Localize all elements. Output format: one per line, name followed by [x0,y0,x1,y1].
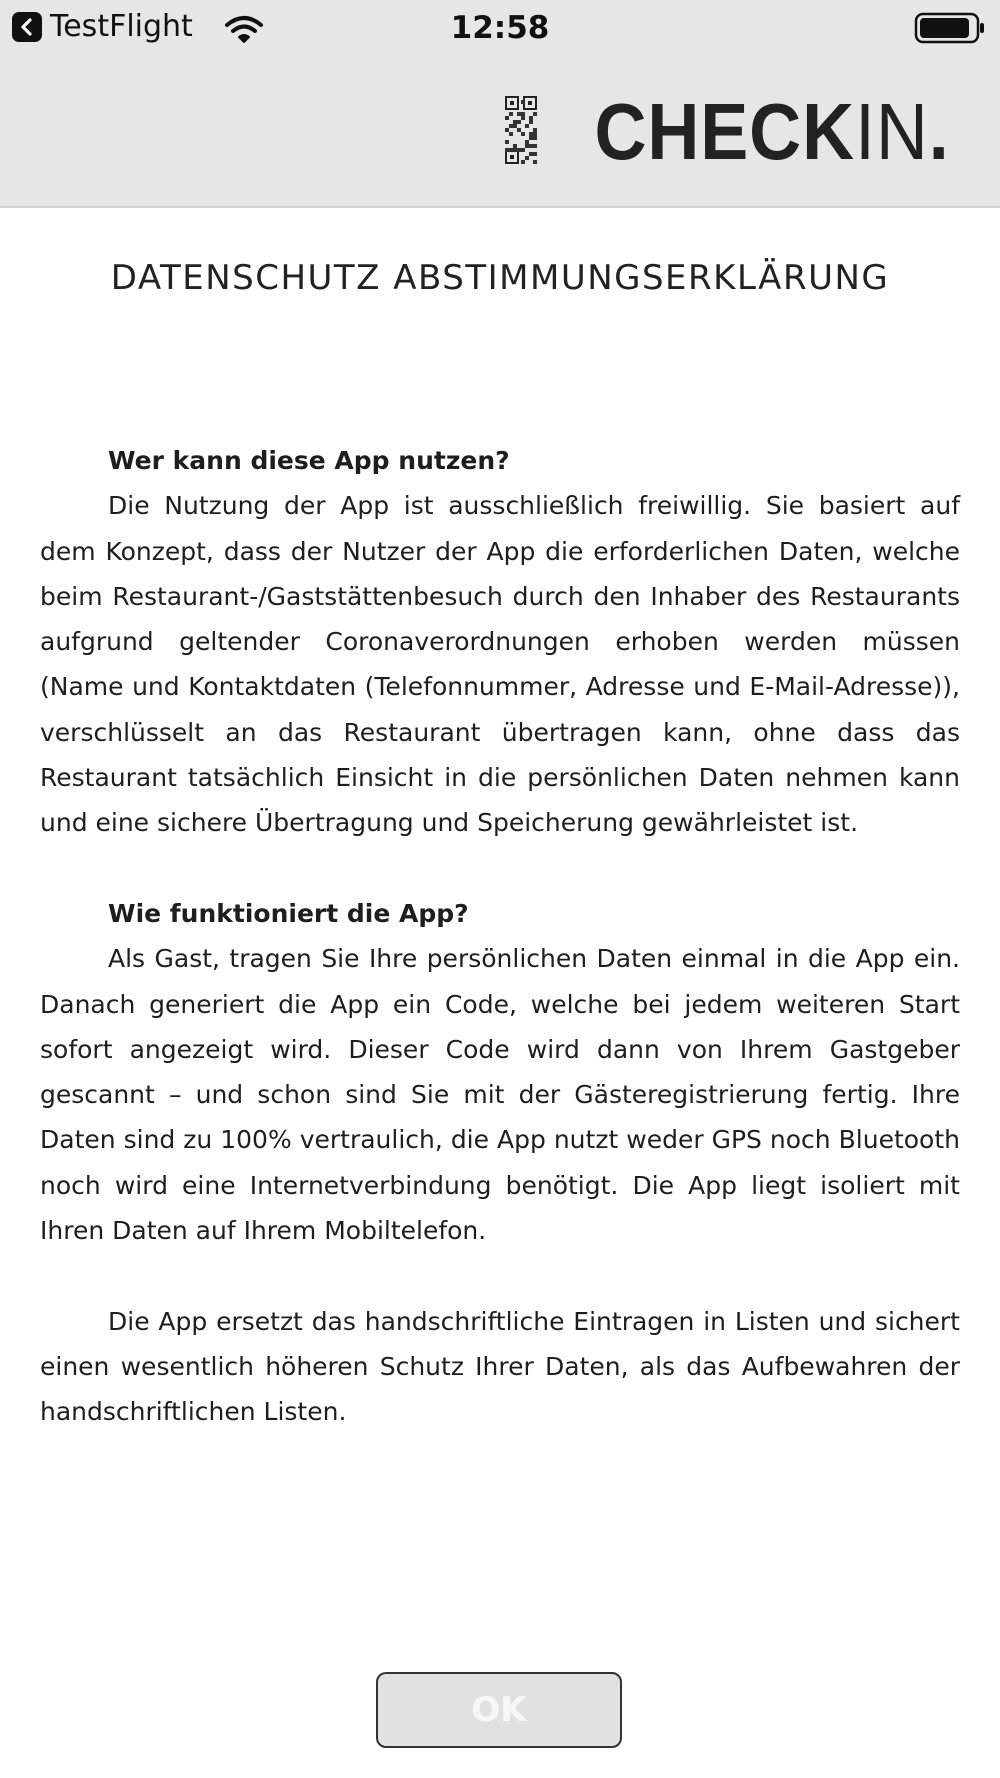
brand-dot: . [929,87,950,176]
status-bar [0,0,1000,56]
privacy-content [40,438,960,1435]
status-time: 12:58 [450,10,550,46]
battery-icon [914,12,986,48]
qr-code-icon [505,96,537,168]
section-heading-how: Wie funktioniert die App? [108,898,469,928]
back-app-label: TestFlight [50,9,193,44]
paragraph-spacer [40,846,960,891]
brand-logo [505,87,950,176]
section-heading-who: Wer kann diese App nutzen? [108,446,510,475]
ok-button[interactable]: OK [376,1672,622,1748]
page-title: DATENSCHUTZ ABSTIMMUNGSERKLÄRUNG [110,258,890,298]
app-header [0,56,1000,208]
closing-paragraph: Die App ersetzt das handschriftliche Eintragen in Listen und sichert einen wesentlich höheren Schutz Ihrer Daten, als das Aufbewahren der handschriftlichen Listen. [40,1306,960,1427]
brand-check: CHECK [594,87,856,176]
section-body-how: Als Gast, tragen Sie Ihre persönlichen Daten einmal in die App ein. Danach generiert die App ein Code, welche bei jedem weiteren Start sofort angezeigt wird. Dieser Code wird dann von Ihrem Gastgeber gescannt – und schon sind Sie mit der Gästeregistrierung fertig. Ihre Daten sind zu 100% vertraulich, die App nutzt weder GPS noch Bluetooth noch wird eine Internetverbindung benötigt. Die App liegt isoliert mit Ihren Daten auf Ihrem Mobiltelefon. [40,944,960,1246]
paragraph-spacer [40,1253,960,1298]
brand-wordmark [594,87,950,176]
section-body-who: Die Nutzung der App ist ausschließlich freiwillig. Sie basiert auf dem Konzept, dass der Nutzer der App die erforderlichen Daten, welche beim Restaurant-/Gaststättenbesuch durch den Inhaber des Restaurants aufgrund geltender Coronaverordnungen erhoben werden müssen (Name und Kontaktdaten (Telefonnummer, Adresse und E-Mail-Adresse)), verschlüsselt an das Restaurant übertragen kann, ohne dass das Restaurant tatsächlich Einsicht in die persönlichen Daten nehmen kann und eine sichere Übertragung und Speicherung gewährleistet ist. [40,491,960,838]
brand-in: IN [855,87,930,176]
